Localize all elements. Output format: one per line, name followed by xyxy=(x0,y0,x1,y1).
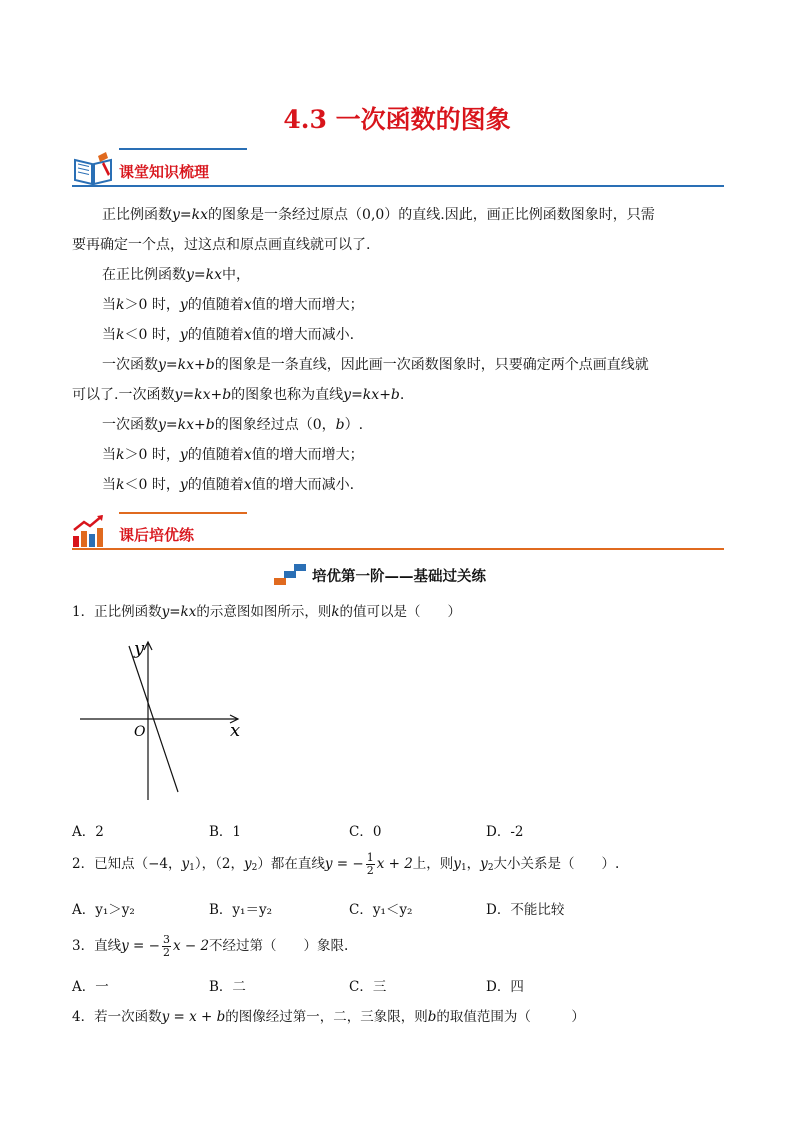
text: ＞0 时， xyxy=(124,297,180,313)
text: . xyxy=(399,387,405,403)
text: 值的增大而增大； xyxy=(251,447,364,463)
knowledge-line xyxy=(72,290,724,320)
knowledge-line xyxy=(72,380,724,410)
text: 可以了.一次函数 xyxy=(72,387,175,403)
variable: y xyxy=(480,856,488,872)
section-practice-label: 课后培优练 xyxy=(119,526,195,544)
bar-chart-icon xyxy=(72,514,106,548)
equation: x − 2 xyxy=(172,938,210,954)
option-c[interactable]: C．0 xyxy=(349,824,382,840)
question-2-stem xyxy=(72,852,619,880)
text: ， xyxy=(466,856,481,872)
fraction-denominator: 2 xyxy=(162,946,170,959)
option-d[interactable]: D．-2 xyxy=(486,824,524,840)
subscript: 2 xyxy=(251,863,258,873)
knowledge-body xyxy=(72,200,724,500)
text: 的值可以是（ ） xyxy=(339,604,462,620)
section-knowledge-label: 课堂知识梳理 xyxy=(119,163,210,181)
text: 1．正比例函数 xyxy=(72,604,162,620)
text: 要再确定一个点，过这点和原点画直线就可以了. xyxy=(72,237,371,253)
variable: y xyxy=(179,297,188,313)
section-divider xyxy=(72,185,724,187)
text: 的值随着 xyxy=(187,477,244,493)
knowledge-line xyxy=(72,350,724,380)
text: ＜0 时， xyxy=(124,327,180,343)
text: 上，则 xyxy=(412,856,454,872)
text: 值的增大而减小. xyxy=(251,477,355,493)
question-1-options xyxy=(72,820,672,838)
variable: y xyxy=(243,856,252,872)
page-title: 4.3 一次函数的图象 xyxy=(283,105,511,134)
equation: y=kx+b xyxy=(158,417,215,433)
equation: y=kx xyxy=(186,267,223,283)
x-axis-label: x xyxy=(230,720,241,741)
text: 3．直线 xyxy=(72,938,122,954)
option-b[interactable]: B．1 xyxy=(209,824,242,840)
option-a[interactable]: A．2 xyxy=(72,824,104,840)
text: ＞0 时， xyxy=(124,447,180,463)
text: 一次函数 xyxy=(102,417,158,433)
text: 2．已知点（−4， xyxy=(72,856,182,872)
knowledge-line xyxy=(72,410,724,440)
text: 的图像经过第一，二，三象限，则 xyxy=(225,1009,428,1025)
text: 一次函数 xyxy=(102,357,158,373)
equation: y=kx xyxy=(172,207,209,223)
subscript: 1 xyxy=(460,863,467,873)
equation: y=kx+b xyxy=(158,357,215,373)
variable: k xyxy=(331,604,340,620)
question-2-options xyxy=(72,898,672,916)
fraction xyxy=(366,852,375,877)
variable: y xyxy=(179,477,188,493)
fraction-numerator: 1 xyxy=(366,851,374,864)
text: ）都在直线 xyxy=(257,856,325,872)
equation: y = − xyxy=(324,856,364,872)
text: ＜0 时， xyxy=(124,477,180,493)
variable: x xyxy=(243,447,252,463)
question-1-stem xyxy=(72,600,461,620)
text: 的图象也称为直线 xyxy=(231,387,344,403)
variable: x xyxy=(243,297,252,313)
header-accent-line xyxy=(119,148,247,150)
option-d[interactable]: D．四 xyxy=(486,979,524,995)
variable: y xyxy=(181,856,190,872)
text: 的值随着 xyxy=(187,297,244,313)
knowledge-line xyxy=(72,230,724,260)
equation: x + 2 xyxy=(376,856,413,872)
option-a[interactable]: A．y₁＞y₂ xyxy=(72,902,135,918)
stairs-icon xyxy=(274,562,308,586)
text: 的图象经过点（0， xyxy=(214,417,336,433)
knowledge-line xyxy=(72,440,724,470)
variable: y xyxy=(179,327,188,343)
text: ），（2， xyxy=(194,856,244,872)
text: 的示意图如图所示，则 xyxy=(196,604,332,620)
fraction-numerator: 3 xyxy=(162,933,170,946)
variable: x xyxy=(243,477,252,493)
question-3-options xyxy=(72,975,672,993)
equation: y = − xyxy=(121,938,160,954)
option-c[interactable]: C．y₁＜y₂ xyxy=(349,902,413,918)
variable: y xyxy=(453,856,461,872)
knowledge-line xyxy=(72,320,724,350)
y-axis-label: y xyxy=(134,638,145,659)
text: 当 xyxy=(102,327,116,343)
fraction xyxy=(162,934,171,959)
knowledge-line xyxy=(72,260,724,290)
text: 的值随着 xyxy=(187,327,244,343)
equation: y = x + b xyxy=(161,1009,226,1025)
question-3-stem xyxy=(72,934,348,959)
section-divider xyxy=(72,548,724,550)
text: 值的增大而减小. xyxy=(251,327,355,343)
stage-label: 培优第一阶——基础过关练 xyxy=(312,569,486,585)
variable: k xyxy=(116,447,125,463)
knowledge-line xyxy=(72,200,724,230)
text: 的取值范围为（ ） xyxy=(436,1009,585,1025)
text: 正比例函数 xyxy=(102,207,172,223)
knowledge-line xyxy=(72,470,724,500)
text: 的图象是一条经过原点（0,0）的直线.因此，画正比例函数图象时，只需 xyxy=(208,207,655,223)
option-b[interactable]: B．二 xyxy=(209,979,246,995)
text: 大小关系是（ ）. xyxy=(493,856,620,872)
text: 在正比例函数 xyxy=(102,267,186,283)
text: 当 xyxy=(102,477,116,493)
option-c[interactable]: C．三 xyxy=(349,979,387,995)
text: 的图象是一条直线，因此画一次函数图象时，只要确定两个点画直线就 xyxy=(214,357,649,373)
book-icon xyxy=(72,150,114,186)
text: 值的增大而增大； xyxy=(251,297,364,313)
variable: y xyxy=(179,447,188,463)
section-practice-header xyxy=(72,512,724,552)
variable: k xyxy=(116,327,125,343)
question-1-graph xyxy=(72,632,252,806)
header-accent-line xyxy=(119,512,247,514)
option-d[interactable]: D．不能比较 xyxy=(486,902,565,918)
text: ）. xyxy=(344,417,364,433)
section-knowledge-header xyxy=(72,148,724,190)
question-4-stem xyxy=(72,1005,585,1025)
text: 的值随着 xyxy=(187,447,244,463)
option-a[interactable]: A．一 xyxy=(72,979,109,995)
equation: y=kx+b xyxy=(343,387,400,403)
equation: y=kx+b xyxy=(174,387,232,403)
text: 不经过第（ ）象限. xyxy=(209,938,349,954)
option-b[interactable]: B．y₁＝y₂ xyxy=(209,902,272,918)
text: 中， xyxy=(222,267,251,283)
origin-label: O xyxy=(134,724,146,740)
text: 4．若一次函数 xyxy=(72,1009,162,1025)
text: 当 xyxy=(102,447,116,463)
variable: b xyxy=(335,417,345,433)
subscript: 1 xyxy=(189,863,195,873)
variable: k xyxy=(116,297,125,313)
text: 当 xyxy=(102,297,116,313)
fraction-denominator: 2 xyxy=(366,864,374,877)
equation: y=kx xyxy=(161,604,197,620)
variable: b xyxy=(427,1009,437,1025)
subscript: 2 xyxy=(487,863,494,873)
variable: x xyxy=(243,327,252,343)
variable: k xyxy=(116,477,125,493)
